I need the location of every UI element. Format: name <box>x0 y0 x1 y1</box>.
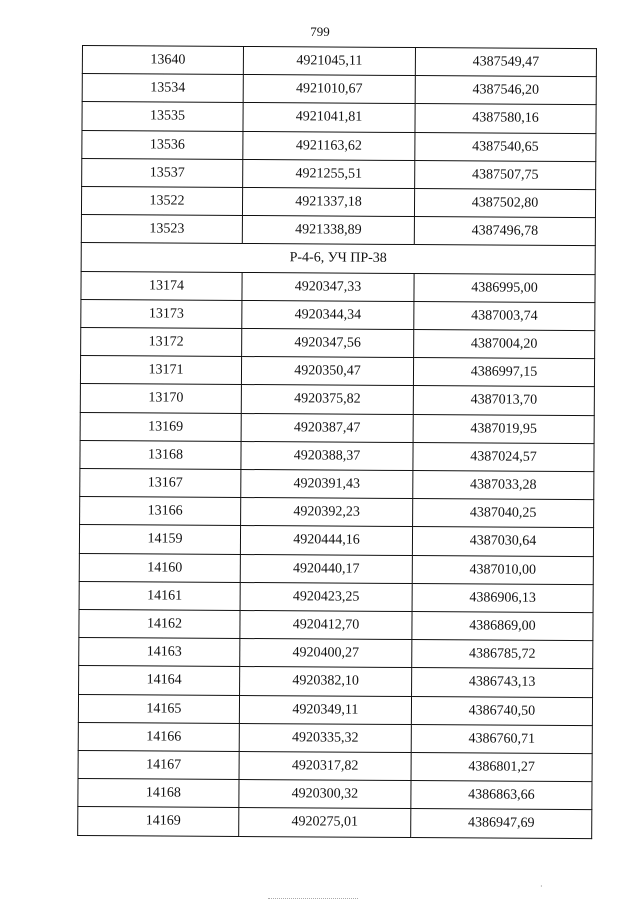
y-coordinate-cell: 4386760,71 <box>411 724 592 753</box>
table-row <box>79 581 593 612</box>
point-id-cell: 13171 <box>80 356 241 385</box>
section-row <box>81 243 595 274</box>
x-coordinate-cell: 4920382,10 <box>240 667 412 696</box>
x-coordinate-cell: 4920412,70 <box>240 611 412 640</box>
table-row <box>79 610 593 641</box>
x-coordinate-cell: 4920444,16 <box>240 526 412 555</box>
scan-mark: · <box>540 882 543 891</box>
y-coordinate-cell: 4387019,95 <box>413 414 594 443</box>
point-id-cell: 14166 <box>78 722 239 751</box>
x-coordinate-cell: 4921163,62 <box>243 131 415 160</box>
point-id-cell: 13169 <box>80 412 241 441</box>
table-row <box>78 807 592 838</box>
y-coordinate-cell: 4387004,20 <box>414 330 595 359</box>
x-coordinate-cell: 4921255,51 <box>243 159 415 188</box>
table-row <box>78 694 592 725</box>
x-coordinate-cell: 4921045,11 <box>243 46 415 75</box>
table-row <box>79 553 593 584</box>
point-id-cell: 14164 <box>79 666 240 695</box>
y-coordinate-cell: 4387502,80 <box>414 189 595 218</box>
point-id-cell: 13167 <box>80 469 241 498</box>
table-row <box>82 102 596 133</box>
y-coordinate-cell: 4386863,66 <box>411 781 592 810</box>
point-id-cell: 13640 <box>82 46 243 75</box>
table-row <box>81 299 595 330</box>
y-coordinate-cell: 4386997,15 <box>413 358 594 387</box>
x-coordinate-cell: 4920347,33 <box>242 272 414 301</box>
point-id-cell: 13170 <box>80 384 241 413</box>
y-coordinate-cell: 4386743,13 <box>412 668 593 697</box>
point-id-cell: 13537 <box>82 158 243 187</box>
y-coordinate-cell: 4386995,00 <box>414 273 595 302</box>
table-row <box>78 751 592 782</box>
table-row <box>80 440 594 471</box>
point-id-cell: 13174 <box>81 271 242 300</box>
table-row <box>79 666 593 697</box>
point-id-cell: 13168 <box>80 440 241 469</box>
table-row <box>82 46 596 77</box>
x-coordinate-cell: 4920392,23 <box>241 498 413 527</box>
x-coordinate-cell: 4920350,47 <box>241 357 413 386</box>
point-id-cell: 13522 <box>81 187 242 216</box>
y-coordinate-cell: 4387013,70 <box>413 386 594 415</box>
table-row <box>81 187 595 218</box>
x-coordinate-cell: 4920387,47 <box>241 413 413 442</box>
table-row <box>82 158 596 189</box>
y-coordinate-cell: 4386801,27 <box>411 753 592 782</box>
page-number: 799 <box>310 24 330 39</box>
y-coordinate-cell: 4387580,16 <box>415 104 596 133</box>
point-id-cell: 13172 <box>81 328 242 357</box>
x-coordinate-cell: 4920335,32 <box>239 723 411 752</box>
x-coordinate-cell: 4921337,18 <box>242 187 414 216</box>
y-coordinate-cell: 4387033,28 <box>413 471 594 500</box>
table-row <box>80 384 594 415</box>
table-row <box>82 130 596 161</box>
y-coordinate-cell: 4387003,74 <box>414 301 595 330</box>
x-coordinate-cell: 4920349,11 <box>239 695 411 724</box>
point-id-cell: 14161 <box>79 581 240 610</box>
y-coordinate-cell: 4387540,65 <box>415 132 596 161</box>
coordinates-table-wrapper <box>82 45 585 836</box>
y-coordinate-cell: 4387010,00 <box>412 555 593 584</box>
y-coordinate-cell: 4387549,47 <box>415 48 596 77</box>
y-coordinate-cell: 4387507,75 <box>415 160 596 189</box>
section-title: Р-4-6, УЧ ПР-38 <box>81 243 595 274</box>
x-coordinate-cell: 4920388,37 <box>241 441 413 470</box>
point-id-cell: 14168 <box>78 779 239 808</box>
y-coordinate-cell: 4386785,72 <box>412 640 593 669</box>
y-coordinate-cell: 4386906,13 <box>412 583 593 612</box>
point-id-cell: 14160 <box>79 553 240 582</box>
y-coordinate-cell: 4386869,00 <box>412 612 593 641</box>
x-coordinate-cell: 4920275,01 <box>239 808 411 837</box>
y-coordinate-cell: 4387546,20 <box>415 76 596 105</box>
point-id-cell: 14167 <box>78 751 239 780</box>
point-id-cell: 14169 <box>78 807 239 836</box>
x-coordinate-cell: 4920344,34 <box>242 300 414 329</box>
x-coordinate-cell: 4920375,82 <box>241 385 413 414</box>
table-row <box>78 779 592 810</box>
y-coordinate-cell: 4387040,25 <box>413 499 594 528</box>
x-coordinate-cell: 4921041,81 <box>243 103 415 132</box>
table-row <box>79 525 593 556</box>
table-row <box>81 328 595 359</box>
y-coordinate-cell: 4387496,78 <box>414 217 595 246</box>
x-coordinate-cell: 4920347,56 <box>242 329 414 358</box>
table-row <box>80 356 594 387</box>
x-coordinate-cell: 4920440,17 <box>240 554 412 583</box>
x-coordinate-cell: 4920300,32 <box>239 780 411 809</box>
point-id-cell: 13166 <box>80 497 241 526</box>
x-coordinate-cell: 4920400,27 <box>240 639 412 668</box>
x-coordinate-cell: 4920317,82 <box>239 752 411 781</box>
table-row <box>80 412 594 443</box>
coordinates-table-body <box>78 46 597 839</box>
x-coordinate-cell: 4920423,25 <box>240 582 412 611</box>
coordinates-table <box>77 45 597 839</box>
y-coordinate-cell: 4387030,64 <box>412 527 593 556</box>
point-id-cell: 13534 <box>82 74 243 103</box>
point-id-cell: 14162 <box>79 610 240 639</box>
table-row <box>82 74 596 105</box>
point-id-cell: 14165 <box>78 694 239 723</box>
table-row <box>78 722 592 753</box>
y-coordinate-cell: 4386947,69 <box>411 809 592 838</box>
point-id-cell: 13523 <box>81 215 242 244</box>
table-row <box>79 638 593 669</box>
table-row <box>80 497 594 528</box>
point-id-cell: 13535 <box>82 102 243 131</box>
x-coordinate-cell: 4921338,89 <box>242 216 414 245</box>
table-row <box>81 215 595 246</box>
y-coordinate-cell: 4386740,50 <box>411 696 592 725</box>
point-id-cell: 14163 <box>79 638 240 667</box>
y-coordinate-cell: 4387024,57 <box>413 442 594 471</box>
point-id-cell: 14159 <box>79 525 240 554</box>
point-id-cell: 13173 <box>81 299 242 328</box>
table-row <box>81 271 595 302</box>
footer-line <box>268 898 358 899</box>
x-coordinate-cell: 4920391,43 <box>241 470 413 499</box>
table-row <box>80 469 594 500</box>
x-coordinate-cell: 4921010,67 <box>243 75 415 104</box>
point-id-cell: 13536 <box>82 130 243 159</box>
